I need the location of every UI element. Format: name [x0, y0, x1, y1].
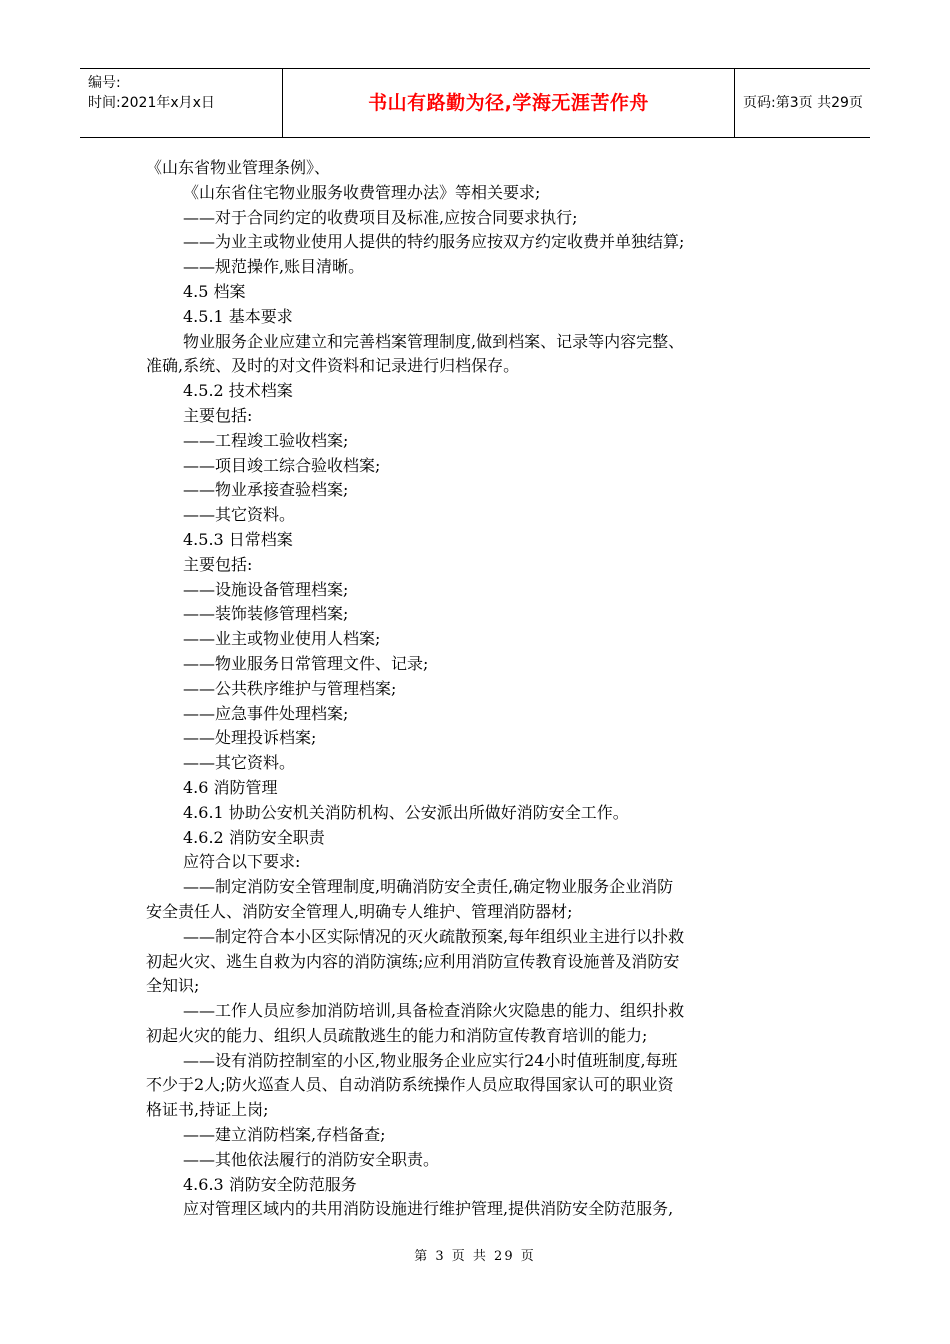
header-meta-cell	[80, 69, 283, 137]
body-text-line: ——建立消防档案,存档备查;	[183, 1125, 386, 1145]
body-text-line: ——其他依法履行的消防安全职责。	[183, 1149, 440, 1169]
body-text-line: ——规范操作,账目清晰。	[183, 257, 365, 277]
body-text-line: 4.6.1 协助公安机关消防机构、公安派出所做好消防安全工作。	[183, 802, 629, 822]
body-text-line: ——项目竣工综合验收档案;	[183, 455, 381, 475]
body-text-line: ——业主或物业使用人档案;	[183, 629, 381, 649]
body-text-line: 《山东省物业管理条例》、	[146, 158, 331, 177]
body-text-line: 不少于2人;防火巡查人员、自动消防系统操作人员应取得国家认可的职业资	[146, 1075, 674, 1095]
body-text-line: ——物业服务日常管理文件、记录;	[183, 653, 429, 673]
body-text-line: ——设有消防控制室的小区,物业服务企业应实行24小时值班制度,每班	[183, 1050, 678, 1070]
body-text-line: ——工程竣工验收档案;	[183, 430, 349, 450]
body-text-line: ——其它资料。	[183, 505, 296, 525]
document-time-label: 时间:2021年x月x日	[88, 95, 215, 111]
body-text-line: 初起火灾的能力、组织人员疏散逃生的能力和消防宣传教育培训的能力;	[146, 1025, 648, 1045]
body-text-line: 主要包括:	[183, 554, 253, 574]
header-motto: 书山有路勤为径,学海无涯苦作舟	[283, 69, 735, 137]
body-text-line: 4.5.2 技术档案	[183, 381, 293, 401]
body-text-line: 4.5 档案	[183, 281, 246, 301]
body-text-line: ——工作人员应参加消防培训,具备检查消除火灾隐患的能力、组织扑救	[183, 1001, 685, 1021]
body-text-line: 4.6.3 消防安全防范服务	[183, 1174, 357, 1194]
body-text-line: ——制定符合本小区实际情况的灭火疏散预案,每年组织业主进行以扑救	[183, 926, 685, 946]
footer-page-number: 第 3 页 共 29 页	[414, 1249, 536, 1264]
body-text-line: 《山东省住宅物业服务收费管理办法》等相关要求;	[183, 182, 541, 202]
body-text-line: ——应急事件处理档案;	[183, 703, 349, 723]
body-text-line: ——处理投诉档案;	[183, 728, 317, 748]
body-text-line: ——为业主或物业使用人提供的特约服务应按双方约定收费并单独结算;	[183, 232, 685, 252]
document-number-label: 编号:	[88, 75, 121, 91]
body-text-line: 全知识;	[146, 976, 200, 996]
body-text-line: 格证书,持证上岗;	[146, 1100, 269, 1120]
body-text-line: 4.6 消防管理	[183, 777, 278, 797]
body-text-line: 4.5.1 基本要求	[183, 306, 293, 326]
body-text-line: 应对管理区域内的共用消防设施进行维护管理,提供消防安全防范服务,	[183, 1199, 674, 1219]
page-footer	[0, 1245, 950, 1264]
document-body	[146, 156, 810, 1222]
body-text-line: ——装饰装修管理档案;	[183, 604, 349, 624]
body-text-line: 物业服务企业应建立和完善档案管理制度,做到档案、记录等内容完整、	[183, 331, 685, 351]
body-text-line: 4.5.3 日常档案	[183, 529, 293, 549]
body-text-line: 应符合以下要求:	[183, 852, 301, 872]
body-text-line: 初起火灾、逃生自救为内容的消防演练;应利用消防宣传教育设施普及消防安	[146, 951, 680, 971]
body-text-line: ——其它资料。	[183, 753, 296, 773]
body-text-line: ——对于合同约定的收费项目及标准,应按合同要求执行;	[183, 207, 578, 227]
body-text-line: 准确,系统、及时的对文件资料和记录进行归档保存。	[146, 356, 520, 376]
body-text-line: 安全责任人、消防安全管理人,明确专人维护、管理消防器材;	[146, 901, 573, 921]
body-text-line: ——设施设备管理档案;	[183, 579, 349, 599]
body-text-line: ——物业承接查验档案;	[183, 480, 349, 500]
header-page-info: 页码:第3页 共29页	[743, 95, 863, 111]
body-text-line: ——制定消防安全管理制度,明确消防安全责任,确定物业服务企业消防	[183, 877, 674, 897]
body-text-line: 主要包括:	[183, 405, 253, 425]
body-text-line: 4.6.2 消防安全职责	[183, 827, 325, 847]
page-header	[80, 68, 870, 138]
body-text-line: ——公共秩序维护与管理档案;	[183, 678, 397, 698]
